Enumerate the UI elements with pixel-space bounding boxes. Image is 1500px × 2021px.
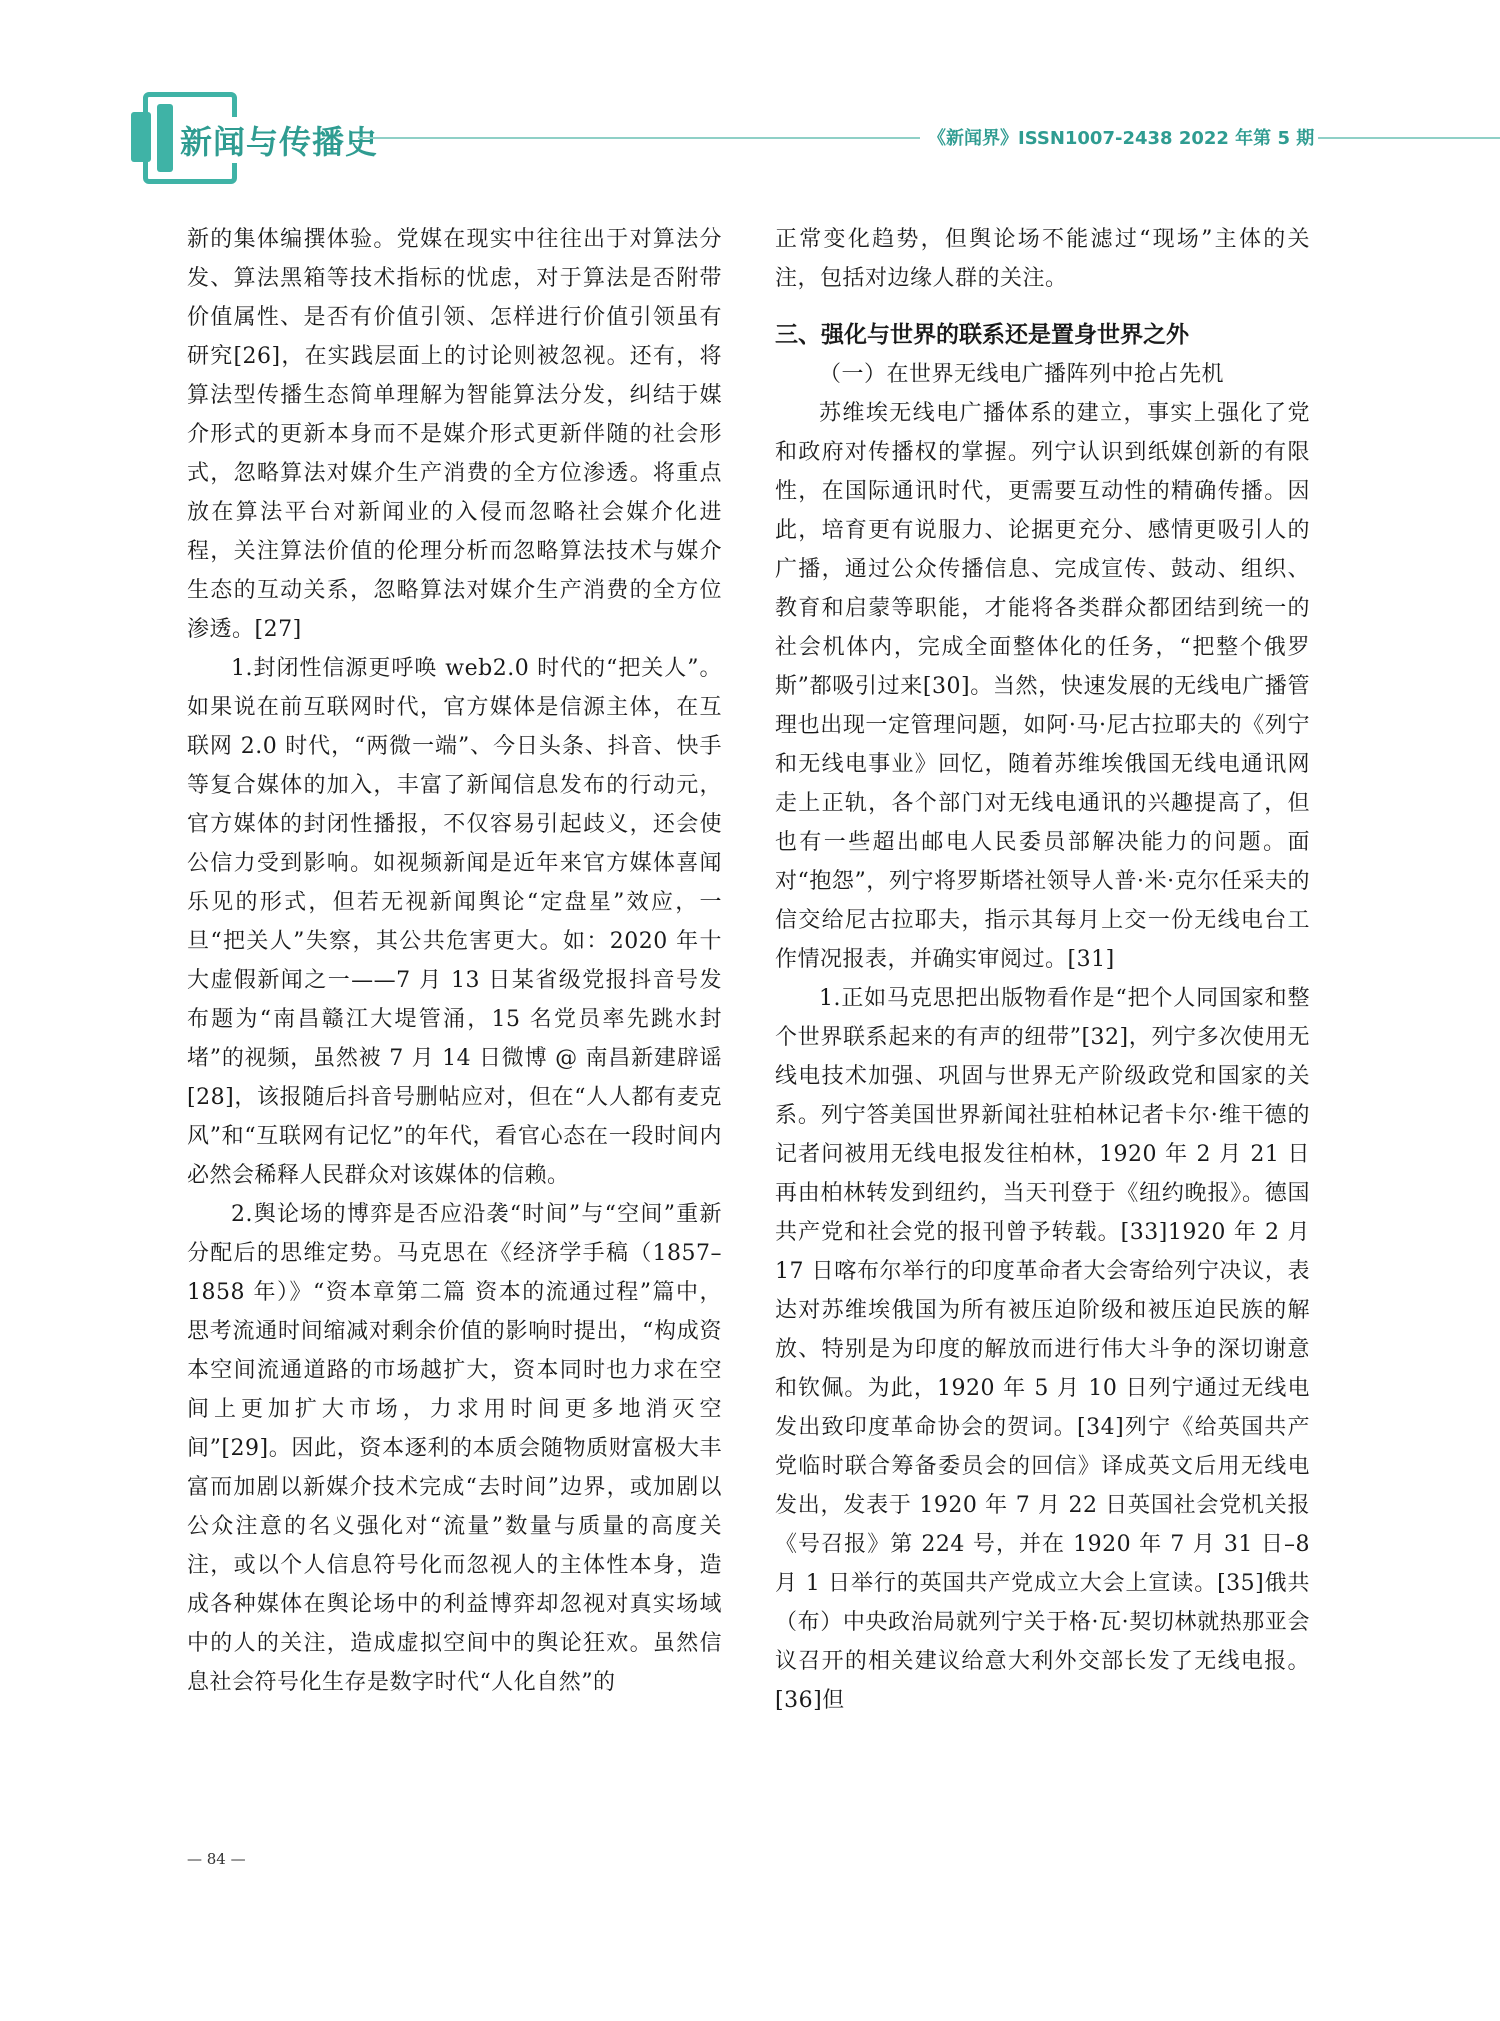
right-paragraph-3: 1.正如马克思把出版物看作是“把个人同国家和整个世界联系起来的有声的纽带”[32]，列宁多次使用无线电技术加强、巩固与世界无产阶级政党和国家的关系。列宁答美国世界新闻社驻柏林记者卡尔·维干德的记者问被用无线电报发往柏林，1920 年 2 月 21 日再由柏林转发到纽约，当天刊登于《纽约晚报》。德国共产党和社会党的报刊曾予转载。[33]1920 年 2 月 17 日喀布尔举行的印度革命者大会寄给列宁决议，表达对苏维埃俄国为所有被压迫阶级和被压迫民族的解放、特别是为印度的解放而进行伟大斗争的深切谢意和钦佩。为此，1920 年 5 月 10 日列宁通过无线电发出致印度革命协会的贺词。[34]列宁《给英国共产党临时联合筹备委员会的回信》译成英文后用无线电发出，发表于 1920 年 7 月 22 日英国社会党机关报《号召报》第 224 号，并在 1920 年 7 月 31 日–8 月 1 日举行的英国共产党成立大会上宣读。[35]俄共（布）中央政治局就列宁关于格·瓦·契切林就热那亚会议召开的相关建议给意大利外交部长发了无线电报。[36]但 xyxy=(775,986,1310,1713)
left-paragraph-2: 1.封闭性信源更呼唤 web2.0 时代的“把关人”。如果说在前互联网时代，官方媒体是信源主体，在互联网 2.0 时代，“两微一端”、今日头条、抖音、快手等复合媒体的加入，丰富了新闻信息发布的行动元，官方媒体的封闭性播报，不仅容易引起歧义，还会使公信力受到影响。如视频新闻是近年来官方媒体喜闻乐见的形式，但若无视新闻舆论“定盘星”效应，一旦“把关人”失察，其公共危害更大。如：2020 年十大虚假新闻之一——7 月 13 日某省级党报抖音号发布题为“南昌赣江大堤管涌，15 名党员率先跳水封堵”的视频，虽然被 7 月 14 日微博 @ 南昌新建辟谣[28]，该报随后抖音号删帖应对，但在“人人都有麦克风”和“互联网有记忆”的年代，看官心态在一段时间内必然会稀释人民群众对该媒体的信赖。 xyxy=(187,656,722,1188)
page-number: — 84 — xyxy=(187,1850,246,1868)
right-paragraph-1: 正常变化趋势，但舆论场不能滤过“现场”主体的关注，包括对边缘人群的关注。 xyxy=(775,227,1310,291)
left-paragraph-1: 新的集体编撰体验。党媒在现实中往往出于对算法分发、算法黑箱等技术指标的忧虑，对于算法是否附带价值属性、是否有价值引领、怎样进行价值引领虽有研究[26]，在实践层面上的讨论则被忽视。还有，将算法型传播生态简单理解为智能算法分发，纠结于媒介形式的更新本身而不是媒介形式更新伴随的社会形式，忽略算法对媒介生产消费的全方位渗透。将重点放在算法平台对新闻业的入侵而忽略社会媒介化进程，关注算法价值的伦理分析而忽略算法技术与媒介生态的互动关系，忽略算法对媒介生产消费的全方位渗透。[27] xyxy=(187,227,722,642)
right-column xyxy=(775,220,1310,1720)
journal-info: 《新闻界》ISSN1007-2438 2022 年第 5 期 xyxy=(928,128,1315,149)
journal-logo-bar-2 xyxy=(157,104,173,172)
section-title: 新闻与传播史 xyxy=(180,117,386,163)
header-rule-left xyxy=(358,137,920,139)
section-heading: 三、强化与世界的联系还是置身世界之外 xyxy=(775,322,1189,348)
subsection-heading: （一）在世界无线电广播阵列中抢占先机 xyxy=(819,362,1225,387)
header-rule-right xyxy=(1318,137,1500,139)
journal-logo-bar xyxy=(131,112,151,162)
section-gap xyxy=(775,298,1310,316)
left-paragraph-3: 2.舆论场的博弈是否应沿袭“时间”与“空间”重新分配后的思维定势。马克思在《经济学手稿（1857–1858 年）》“资本章第二篇 资本的流通过程”篇中，思考流通时间缩减对剩余价值的影响时提出，“构成资本空间流通道路的市场越扩大，资本同时也力求在空间上更加扩大市场，力求用时间更多地消灭空间”[29]。因此，资本逐利的本质会随物质财富极大丰富而加剧以新媒介技术完成“去时间”边界，或加剧以公众注意的名义强化对“流量”数量与质量的高度关注，或以个人信息符号化而忽视人的主体性本身，造成各种媒体在舆论场中的利益博弈却忽视对真实场域中的人的关注，造成虚拟空间中的舆论狂欢。虽然信息社会符号化生存是数字时代“人化自然”的 xyxy=(187,1202,722,1695)
right-paragraph-2: 苏维埃无线电广播体系的建立，事实上强化了党和政府对传播权的掌握。列宁认识到纸媒创新的有限性，在国际通讯时代，更需要互动性的精确传播。因此，培育更有说服力、论据更充分、感情更吸引人的广播，通过公众传播信息、完成宣传、鼓动、组织、教育和启蒙等职能，才能将各类群众都团结到统一的社会机体内，完成全面整体化的任务，“把整个俄罗斯”都吸引过来[30]。当然，快速发展的无线电广播管理也出现一定管理问题，如阿·马·尼古拉耶夫的《列宁和无线电事业》回忆，随着苏维埃俄国无线电通讯网走上正轨，各个部门对无线电通讯的兴趣提高了，但也有一些超出邮电人民委员部解决能力的问题。面对“抱怨”，列宁将罗斯塔社领导人普·米·克尔任采夫的信交给尼古拉耶夫，指示其每月上交一份无线电台工作情况报表，并确实审阅过。[31] xyxy=(775,401,1310,972)
left-column xyxy=(187,220,722,1702)
page-header xyxy=(0,0,1500,200)
